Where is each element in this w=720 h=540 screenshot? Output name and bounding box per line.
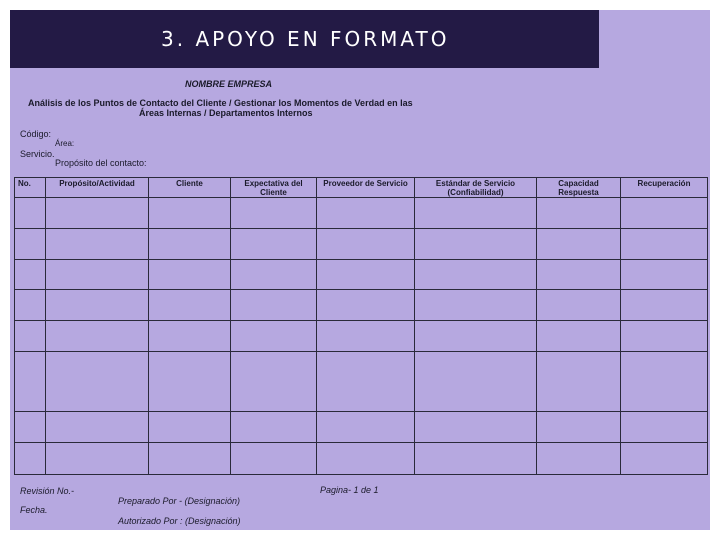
table-cell[interactable] xyxy=(231,198,317,229)
table-cell[interactable] xyxy=(15,198,46,229)
contact-points-table xyxy=(14,177,708,475)
title-bar xyxy=(10,10,599,68)
slide-title: 3. APOYO EN FORMATO xyxy=(161,27,450,51)
table-cell[interactable] xyxy=(46,321,149,352)
table-header-cell: Expectativa del Cliente xyxy=(231,178,317,198)
table-row xyxy=(15,352,708,412)
table-cell[interactable] xyxy=(231,260,317,290)
area-label: Área: xyxy=(55,139,75,148)
table-cell[interactable] xyxy=(415,229,537,260)
table-cell[interactable] xyxy=(537,443,621,475)
table-cell[interactable] xyxy=(149,443,231,475)
form-subtitle-line2: Áreas Internas / Departamentos Internos xyxy=(139,108,313,118)
table-cell[interactable] xyxy=(46,260,149,290)
table-cell[interactable] xyxy=(621,321,708,352)
table-cell[interactable] xyxy=(231,290,317,321)
table-cell[interactable] xyxy=(46,352,149,412)
table-cell[interactable] xyxy=(15,290,46,321)
proposito-label: Propósito del contacto: xyxy=(55,158,147,168)
table-cell[interactable] xyxy=(149,290,231,321)
revision-label: Revisión No.- xyxy=(20,486,75,496)
table-cell[interactable] xyxy=(415,443,537,475)
table-cell[interactable] xyxy=(537,321,621,352)
company-name: NOMBRE EMPRESA xyxy=(185,79,273,89)
table-cell[interactable] xyxy=(15,321,46,352)
table-header-cell: Propósito/Actividad xyxy=(46,178,149,198)
table-cell[interactable] xyxy=(231,229,317,260)
table-cell[interactable] xyxy=(621,412,708,443)
table-cell[interactable] xyxy=(149,352,231,412)
table-cell[interactable] xyxy=(621,290,708,321)
table-header-cell: Recuperación xyxy=(621,178,708,198)
table-cell[interactable] xyxy=(415,352,537,412)
table-cell[interactable] xyxy=(317,443,415,475)
table-cell[interactable] xyxy=(15,412,46,443)
table-header-row xyxy=(15,178,708,198)
table-header-cell: Capacidad Respuesta xyxy=(537,178,621,198)
table-cell[interactable] xyxy=(621,443,708,475)
table-row xyxy=(15,290,708,321)
table-cell[interactable] xyxy=(149,260,231,290)
table-cell[interactable] xyxy=(15,260,46,290)
table-cell[interactable] xyxy=(46,229,149,260)
table-cell[interactable] xyxy=(537,229,621,260)
table-cell[interactable] xyxy=(149,412,231,443)
table-row xyxy=(15,321,708,352)
table-cell[interactable] xyxy=(317,198,415,229)
table-row xyxy=(15,260,708,290)
table-cell[interactable] xyxy=(317,321,415,352)
date-label: Fecha. xyxy=(20,505,48,515)
table-cell[interactable] xyxy=(415,260,537,290)
table-cell[interactable] xyxy=(317,290,415,321)
table-cell[interactable] xyxy=(317,229,415,260)
table-cell[interactable] xyxy=(149,321,231,352)
table-header-cell: Cliente xyxy=(149,178,231,198)
table-cell[interactable] xyxy=(231,443,317,475)
authorized-by-label: Autorizado Por : (Designación) xyxy=(118,516,241,526)
codigo-label: Código: xyxy=(20,129,52,139)
table-header-cell: Estándar de Servicio (Confiabilidad) xyxy=(415,178,537,198)
table-row xyxy=(15,229,708,260)
table-cell[interactable] xyxy=(46,198,149,229)
table-cell[interactable] xyxy=(15,352,46,412)
table-cell[interactable] xyxy=(15,443,46,475)
page-number-label: Pagina- 1 de 1 xyxy=(320,485,379,495)
table-cell[interactable] xyxy=(537,352,621,412)
table-header-cell: No. xyxy=(15,178,46,198)
table-cell[interactable] xyxy=(537,290,621,321)
table-cell[interactable] xyxy=(415,198,537,229)
table-cell[interactable] xyxy=(317,412,415,443)
table-cell[interactable] xyxy=(149,198,231,229)
table-cell[interactable] xyxy=(317,352,415,412)
table-cell[interactable] xyxy=(621,260,708,290)
table-cell[interactable] xyxy=(231,352,317,412)
table-row xyxy=(15,412,708,443)
table-cell[interactable] xyxy=(621,198,708,229)
table-cell[interactable] xyxy=(15,229,46,260)
table-cell[interactable] xyxy=(537,412,621,443)
prepared-by-label: Preparado Por - (Designación) xyxy=(118,496,241,506)
table-cell[interactable] xyxy=(46,412,149,443)
servicio-label: Servicio. xyxy=(20,149,55,159)
table-cell[interactable] xyxy=(415,412,537,443)
table-cell[interactable] xyxy=(621,352,708,412)
table-cell[interactable] xyxy=(537,198,621,229)
table-header-cell: Proveedor de Servicio xyxy=(317,178,415,198)
table-cell[interactable] xyxy=(231,412,317,443)
table-cell[interactable] xyxy=(231,321,317,352)
table-cell[interactable] xyxy=(46,290,149,321)
table-cell[interactable] xyxy=(317,260,415,290)
table-cell[interactable] xyxy=(415,290,537,321)
table-row xyxy=(15,443,708,475)
table-cell[interactable] xyxy=(537,260,621,290)
table-cell[interactable] xyxy=(46,443,149,475)
table-cell[interactable] xyxy=(415,321,537,352)
table-cell[interactable] xyxy=(149,229,231,260)
form-subtitle-line1: Análisis de los Puntos de Contacto del Cliente / Gestionar los Momentos de Verdad en las xyxy=(28,98,413,108)
table-cell[interactable] xyxy=(621,229,708,260)
table-row xyxy=(15,198,708,229)
